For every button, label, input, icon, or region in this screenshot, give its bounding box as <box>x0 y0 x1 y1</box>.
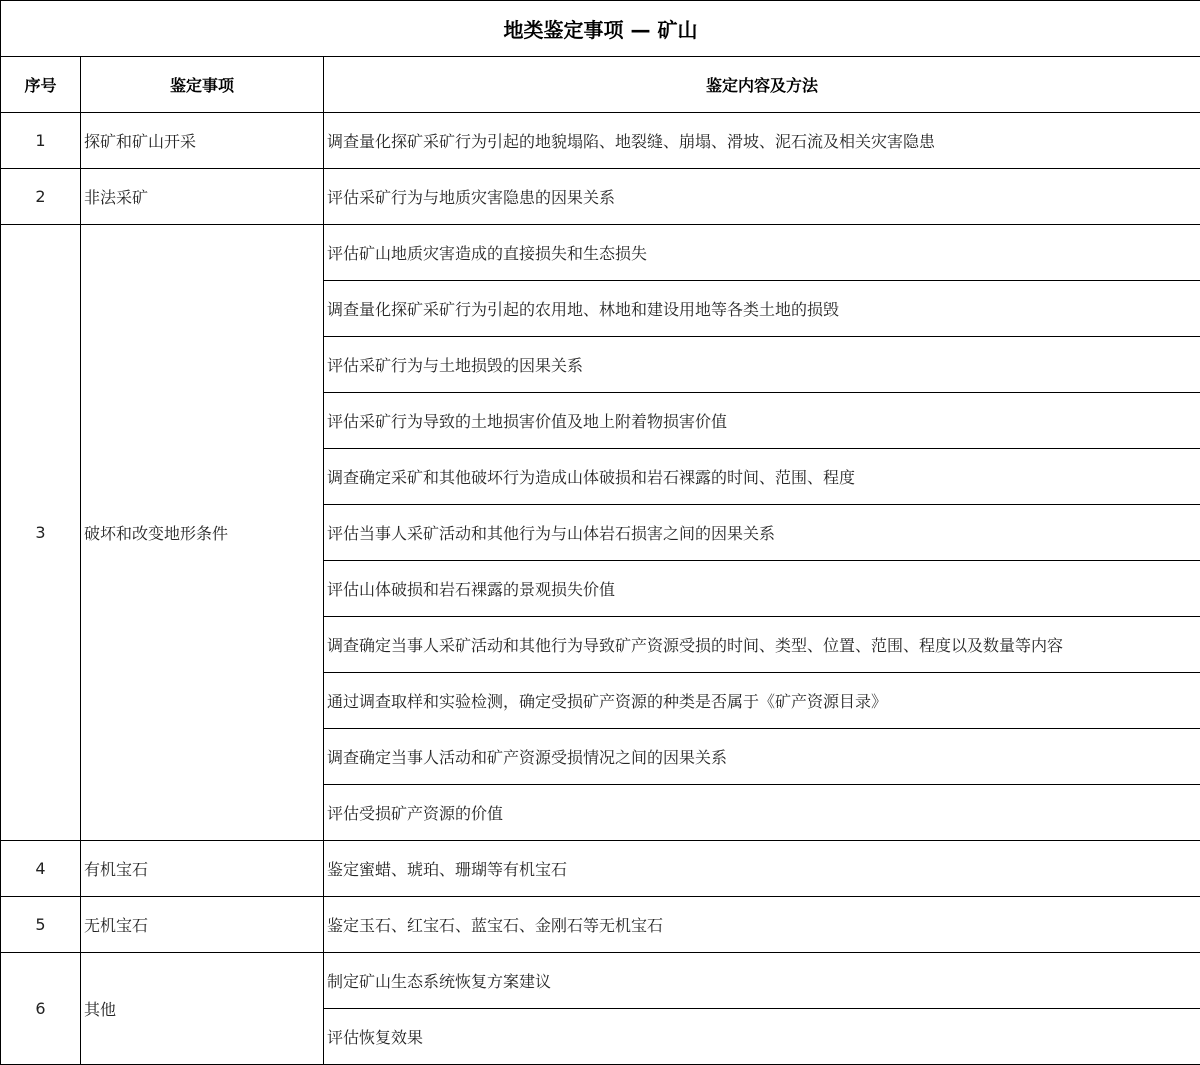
cell-item: 无机宝石 <box>81 897 324 953</box>
table-title: 地类鉴定事项 — 矿山 <box>1 1 1200 57</box>
cell-item: 非法采矿 <box>81 169 324 225</box>
header-row <box>1 57 1200 113</box>
cell-content: 评估采矿行为与地质灾害隐患的因果关系 <box>324 169 1200 225</box>
title-row <box>1 1 1200 57</box>
header-item: 鉴定事项 <box>81 57 324 113</box>
cell-no: 4 <box>1 841 81 897</box>
table-row <box>1 225 1200 281</box>
cell-item: 有机宝石 <box>81 841 324 897</box>
cell-item: 其他 <box>81 953 324 1065</box>
cell-content: 评估受损矿产资源的价值 <box>324 785 1200 841</box>
cell-content: 评估采矿行为导致的土地损害价值及地上附着物损害价值 <box>324 393 1200 449</box>
table-row <box>1 841 1200 897</box>
cell-content: 调查量化探矿采矿行为引起的农用地、林地和建设用地等各类土地的损毁 <box>324 281 1200 337</box>
cell-no: 2 <box>1 169 81 225</box>
cell-content: 制定矿山生态系统恢复方案建议 <box>324 953 1200 1009</box>
table-row <box>1 169 1200 225</box>
cell-item: 探矿和矿山开采 <box>81 113 324 169</box>
table-row <box>1 113 1200 169</box>
table-row <box>1 953 1200 1009</box>
table-row <box>1 897 1200 953</box>
cell-no: 6 <box>1 953 81 1065</box>
cell-no: 3 <box>1 225 81 841</box>
cell-content: 鉴定玉石、红宝石、蓝宝石、金刚石等无机宝石 <box>324 897 1200 953</box>
cell-content: 调查量化探矿采矿行为引起的地貌塌陷、地裂缝、崩塌、滑坡、泥石流及相关灾害隐患 <box>324 113 1200 169</box>
cell-no: 1 <box>1 113 81 169</box>
cell-item: 破坏和改变地形条件 <box>81 225 324 841</box>
cell-content: 调查确定当事人采矿活动和其他行为导致矿产资源受损的时间、类型、位置、范围、程度以及数量等内容 <box>324 617 1200 673</box>
cell-content: 调查确定当事人活动和矿产资源受损情况之间的因果关系 <box>324 729 1200 785</box>
table-body <box>1 113 1200 1065</box>
header-content: 鉴定内容及方法 <box>324 57 1200 113</box>
cell-content: 通过调查取样和实验检测，确定受损矿产资源的种类是否属于《矿产资源目录》 <box>324 673 1200 729</box>
cell-content: 评估矿山地质灾害造成的直接损失和生态损失 <box>324 225 1200 281</box>
cell-content: 评估采矿行为与土地损毁的因果关系 <box>324 337 1200 393</box>
cell-content: 鉴定蜜蜡、琥珀、珊瑚等有机宝石 <box>324 841 1200 897</box>
cell-content: 评估当事人采矿活动和其他行为与山体岩石损害之间的因果关系 <box>324 505 1200 561</box>
cell-content: 调查确定采矿和其他破坏行为造成山体破损和岩石裸露的时间、范围、程度 <box>324 449 1200 505</box>
cell-content: 评估恢复效果 <box>324 1009 1200 1065</box>
cell-content: 评估山体破损和岩石裸露的景观损失价值 <box>324 561 1200 617</box>
cell-no: 5 <box>1 897 81 953</box>
header-no: 序号 <box>1 57 81 113</box>
